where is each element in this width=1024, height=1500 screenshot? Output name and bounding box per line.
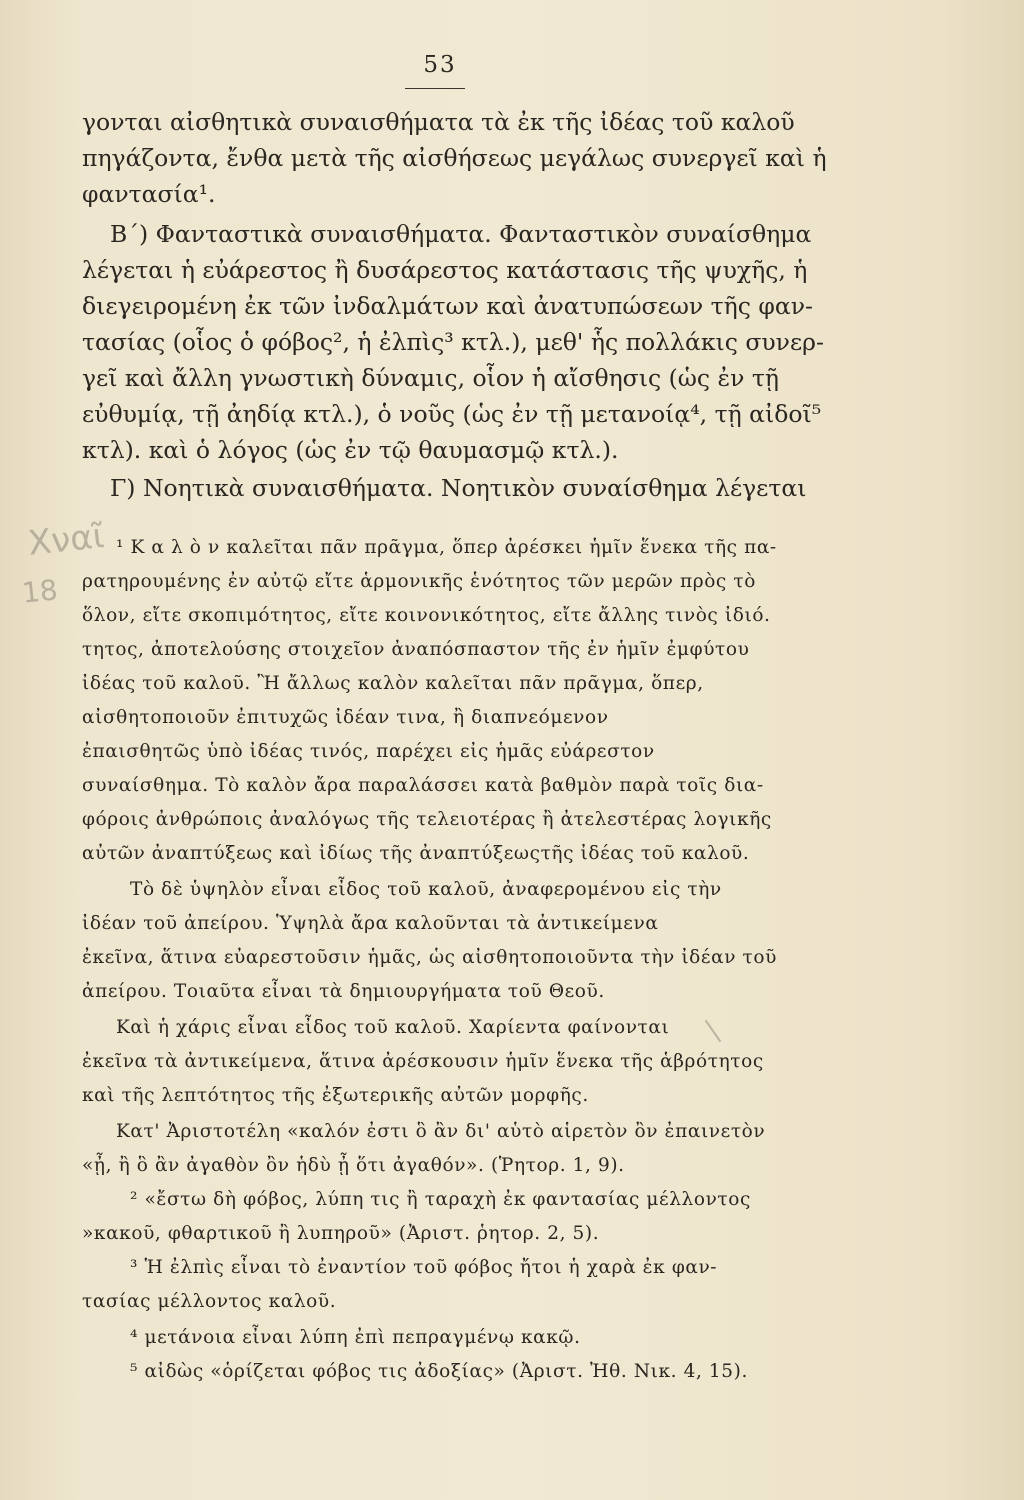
pencil-mark xyxy=(705,1020,722,1042)
footnote-line: ἰδέας τοῦ καλοῦ. Ἢ ἄλλως καλὸν καλεῖται πᾶν πρᾶγμα, ὅπερ, xyxy=(82,673,704,694)
footnote-line: αἰσθητοποιοῦν ἐπιτυχῶς ἰδέαν τινα, ἢ διαπνεόμενον xyxy=(82,707,609,728)
body-line: Β΄) Φανταστικὰ συναισθήματα. Φανταστικὸν συναίσθημα xyxy=(110,220,812,248)
footnote-line: Κατ' Ἀριστοτέλη «καλόν ἐστι ὃ ἂν δι' αὑτὸ αἱρετὸν ὂν ἐπαινετὸν xyxy=(116,1121,766,1142)
footnote-line: τητος, ἀποτελούσης στοιχεῖον ἀναπόσπαστον τῆς ἐν ἡμῖν ἐμφύτου xyxy=(82,639,750,660)
footnote-line: συναίσθημα. Τὸ καλὸν ἄρα παραλάσσει κατὰ βαθμὸν παρὰ τοῖς δια- xyxy=(82,775,764,796)
footnote-line: τασίας μέλλοντος καλοῦ. xyxy=(82,1291,337,1312)
footnote-line: ἐπαισθητῶς ὑπὸ ἰδέας τινός, παρέχει εἰς ἡμᾶς εὐάρεστον xyxy=(82,741,655,762)
footnote-line: ² «ἔστω δὴ φόβος, λύπη τις ἢ ταραχὴ ἐκ φαντασίας μέλλοντος xyxy=(130,1189,751,1210)
body-line: Γ) Νοητικὰ συναισθήματα. Νοητικὸν συναίσθημα λέγεται xyxy=(110,474,807,502)
footnote-line: ὅλον, εἴτε σκοπιμότητος, εἴτε κοινονικότητος, εἴτε ἄλλης τινὸς ἰδιό. xyxy=(82,605,771,626)
footnote-line: ἰδέαν τοῦ ἀπείρου. Ὑψηλὰ ἄρα καλοῦνται τὰ ἀντικείμενα xyxy=(82,913,659,934)
page-number: 53 xyxy=(423,52,457,78)
body-line: γεῖ καὶ ἄλλη γνωστικὴ δύναμις, οἷον ἡ αἴσθησις (ὡς ἐν τῇ xyxy=(82,364,779,392)
footnote-line: ¹ Κ α λ ὸ ν καλεῖται πᾶν πρᾶγμα, ὅπερ ἀρέσκει ἡμῖν ἕνεκα τῆς πα- xyxy=(116,537,777,558)
footnote-line: ἐκεῖνα τὰ ἀντικείμενα, ἅτινα ἀρέσκουσιν ἡμῖν ἕνεκα τῆς ἁβρότητος xyxy=(82,1051,764,1072)
body-line: τασίας (οἷος ὁ φόβος², ἡ ἐλπὶς³ κτλ.), μεθ' ἧς πολλάκις συνερ- xyxy=(82,328,824,356)
body-line: γονται αἰσθητικὰ συναισθήματα τὰ ἐκ τῆς ἰδέας τοῦ καλοῦ xyxy=(82,108,795,136)
body-line: κτλ). καὶ ὁ λόγος (ὡς ἐν τῷ θαυμασμῷ κτλ.). xyxy=(82,436,619,464)
handwritten-margin-note: Χναῖ xyxy=(26,516,107,564)
body-line: διεγειρομένη ἐκ τῶν ἰνδαλμάτων καὶ ἀνατυπώσεων τῆς φαν- xyxy=(82,292,813,320)
footnote-line: αὐτῶν ἀναπτύξεως καὶ ἰδίως τῆς ἀναπτύξεωςτῆς ἰδέας τοῦ καλοῦ. xyxy=(82,843,750,864)
page-number-rule xyxy=(405,88,465,89)
body-line: λέγεται ἡ εὐάρεστος ἢ δυσάρεστος κατάστασις τῆς ψυχῆς, ἡ xyxy=(82,256,808,284)
footnote-line: φόροις ἀνθρώποις ἀναλόγως τῆς τελειοτέρας ἢ ἀτελεστέρας λογικῆς xyxy=(82,809,772,830)
body-line: πηγάζοντα, ἔνθα μετὰ τῆς αἰσθήσεως μεγάλως συνεργεῖ καὶ ἡ xyxy=(82,144,827,172)
footnote-line: καὶ τῆς λεπτότητος τῆς ἐξωτερικῆς αὐτῶν μορφῆς. xyxy=(82,1085,589,1106)
footnote-line: ³ Ἡ ἐλπὶς εἶναι τὸ ἐναντίον τοῦ φόβος ἤτοι ἡ χαρὰ ἐκ φαν- xyxy=(130,1257,718,1278)
handwritten-margin-note: 18 xyxy=(20,573,60,610)
body-line: εὐθυμίᾳ, τῇ ἀηδίᾳ κτλ.), ὁ νοῦς (ὡς ἐν τῇ μετανοίᾳ⁴, τῇ αἰδοῖ⁵ xyxy=(82,400,822,428)
footnote-line: ἐκεῖνα, ἅτινα εὐαρεστοῦσιν ἡμᾶς, ὡς αἰσθητοποιοῦντα τὴν ἰδέαν τοῦ xyxy=(82,947,777,968)
body-line: φαντασία¹. xyxy=(82,180,216,208)
footnote-line: Τὸ δὲ ὑψηλὸν εἶναι εἶδος τοῦ καλοῦ, ἀναφερομένου εἰς τὴν xyxy=(130,879,722,900)
footnote-line: »κακοῦ, φθαρτικοῦ ἢ λυπηροῦ» (Ἀριστ. ῥητορ. 2, 5). xyxy=(82,1223,600,1244)
footnote-line: Καὶ ἡ χάρις εἶναι εἶδος τοῦ καλοῦ. Χαρίεντα φαίνονται xyxy=(116,1017,670,1038)
footnote-line: ἀπείρου. Τοιαῦτα εἶναι τὰ δημιουργήματα τοῦ Θεοῦ. xyxy=(82,981,605,1002)
footnote-line: ρατηρουμένης ἐν αὐτῷ εἴτε ἁρμονικῆς ἑνότητος τῶν μερῶν πρὸς τὸ xyxy=(82,571,756,592)
footnote-line: «ᾖ, ἢ ὃ ἂν ἀγαθὸν ὂν ἡδὺ ᾖ ὅτι ἀγαθόν». (Ῥητορ. 1, 9). xyxy=(82,1155,625,1176)
footnote-line: ⁴ μετάνοια εἶναι λύπη ἐπὶ πεπραγμένῳ κακῷ. xyxy=(130,1327,581,1348)
footnote-line: ⁵ αἰδὼς «ὁρίζεται φόβος τις ἀδοξίας» (Ἀριστ. Ἠθ. Νικ. 4, 15). xyxy=(130,1361,748,1382)
